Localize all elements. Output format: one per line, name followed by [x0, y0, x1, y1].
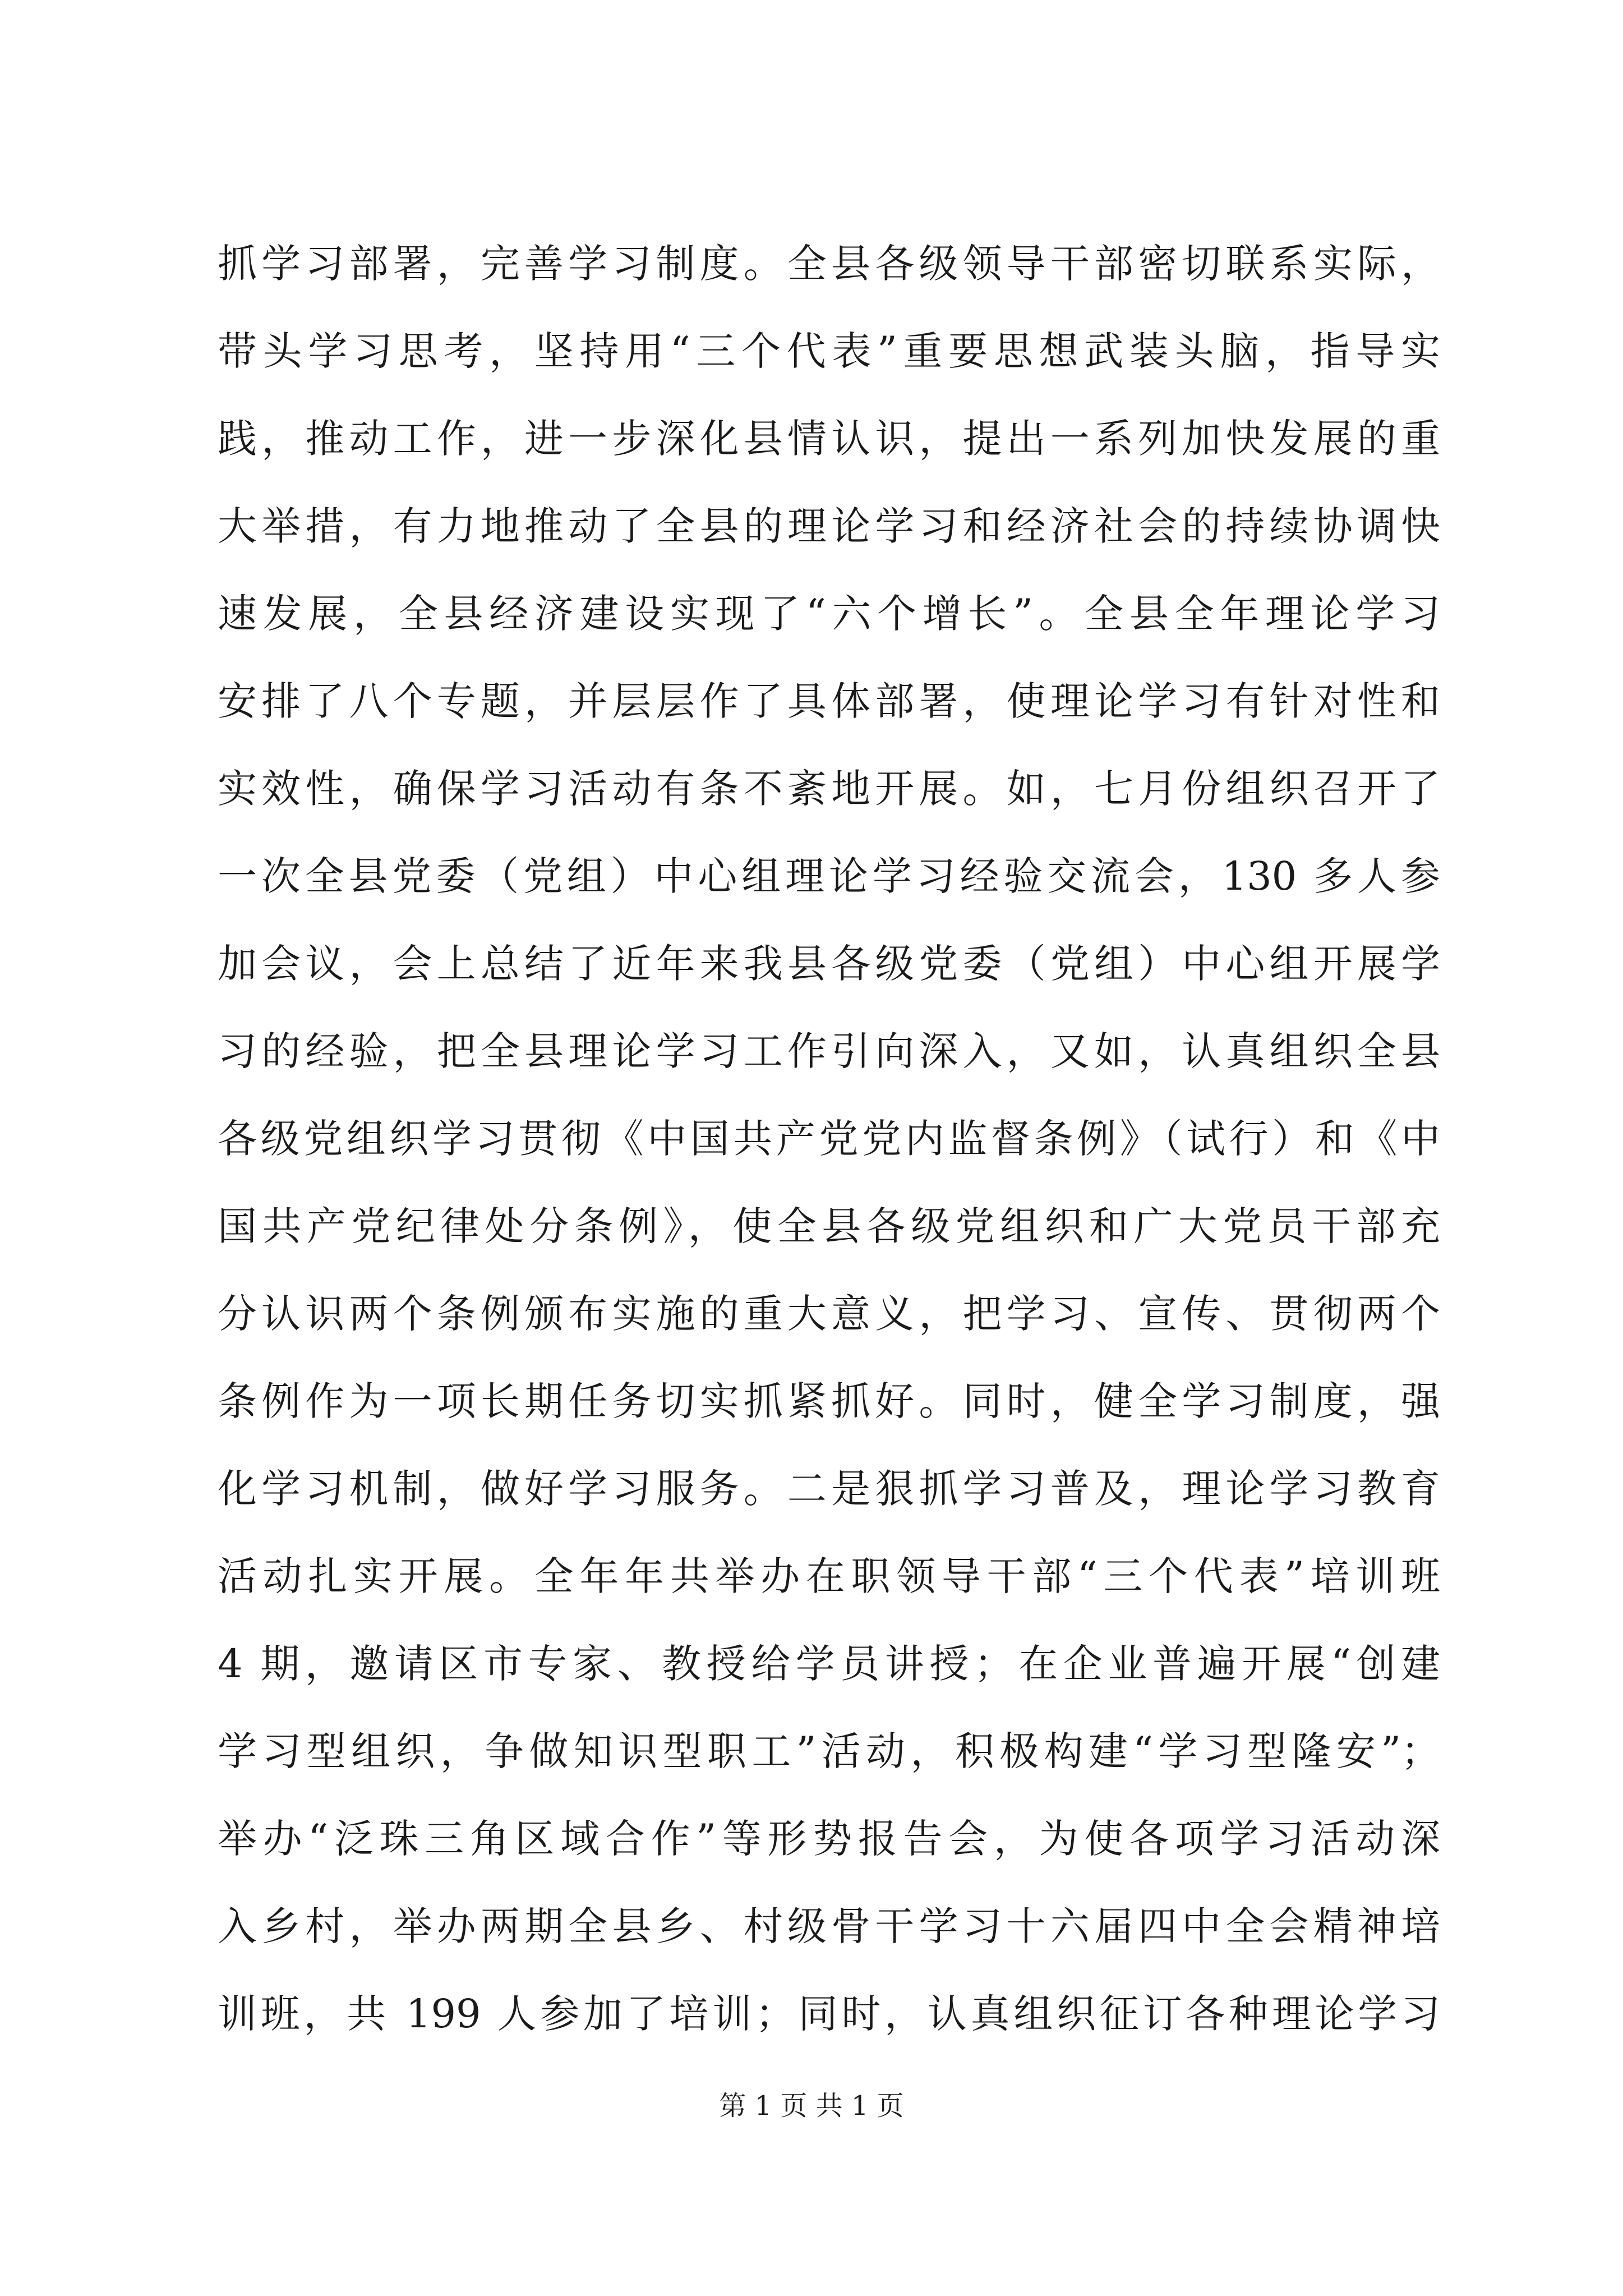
text-line: 一次全县党委（党组）中心组理论学习经验交流会，130 多人参	[218, 853, 1440, 899]
text-line: 实效性，确保学习活动有条不紊地开展。如，七月份组织召开了	[218, 766, 1440, 812]
text-line: 加会议，会上总结了近年来我县各级党委（党组）中心组开展学	[218, 941, 1440, 987]
text-line: 条例作为一项长期任务切实抓紧抓好。同时，健全学习制度，强	[218, 1378, 1440, 1424]
page-number-label: 第 1 页 共 1 页	[719, 2090, 904, 2122]
text-line: 学习型组织，争做知识型职工”活动，积极构建“学习型隆安”；	[218, 1728, 1440, 1774]
text-line: 速发展，全县经济建设实现了“六个增长”。全县全年理论学习	[218, 591, 1440, 637]
text-line: 分认识两个条例颁布实施的重大意义，把学习、宣传、贯彻两个	[218, 1291, 1440, 1337]
text-line: 举办“泛珠三角区域合作”等形势报告会，为使各项学习活动深	[218, 1816, 1440, 1862]
text-line: 训班，共 199 人参加了培训；同时，认真组织征订各种理论学习	[218, 1991, 1440, 2037]
text-line: 带头学习思考，坚持用“三个代表”重要思想武装头脑，指导实	[218, 328, 1440, 374]
text-line: 4 期，邀请区市专家、教授给学员讲授；在企业普遍开展“创建	[218, 1641, 1440, 1687]
page-footer	[0, 2089, 1623, 2123]
text-line: 大举措，有力地推动了全县的理论学习和经济社会的持续协调快	[218, 503, 1440, 549]
text-line: 安排了八个专题，并层层作了具体部署，使理论学习有针对性和	[218, 678, 1440, 724]
text-line: 践，推动工作，进一步深化县情认识，提出一系列加快发展的重	[218, 416, 1440, 462]
text-line: 各级党组织学习贯彻《中国共产党党内监督条例》（试行）和《中	[218, 1116, 1440, 1162]
text-line: 国共产党纪律处分条例》，使全县各级党组织和广大党员干部充	[218, 1203, 1440, 1249]
text-line: 化学习机制，做好学习服务。二是狠抓学习普及，理论学习教育	[218, 1466, 1440, 1512]
text-line: 抓学习部署，完善学习制度。全县各级领导干部密切联系实际，	[218, 241, 1440, 287]
text-line: 习的经验，把全县理论学习工作引向深入，又如，认真组织全县	[218, 1028, 1440, 1074]
text-line: 入乡村，举办两期全县乡、村级骨干学习十六届四中全会精神培	[218, 1903, 1440, 1949]
body-text	[218, 220, 1440, 2058]
text-line: 活动扎实开展。全年年共举办在职领导干部“三个代表”培训班	[218, 1553, 1440, 1599]
